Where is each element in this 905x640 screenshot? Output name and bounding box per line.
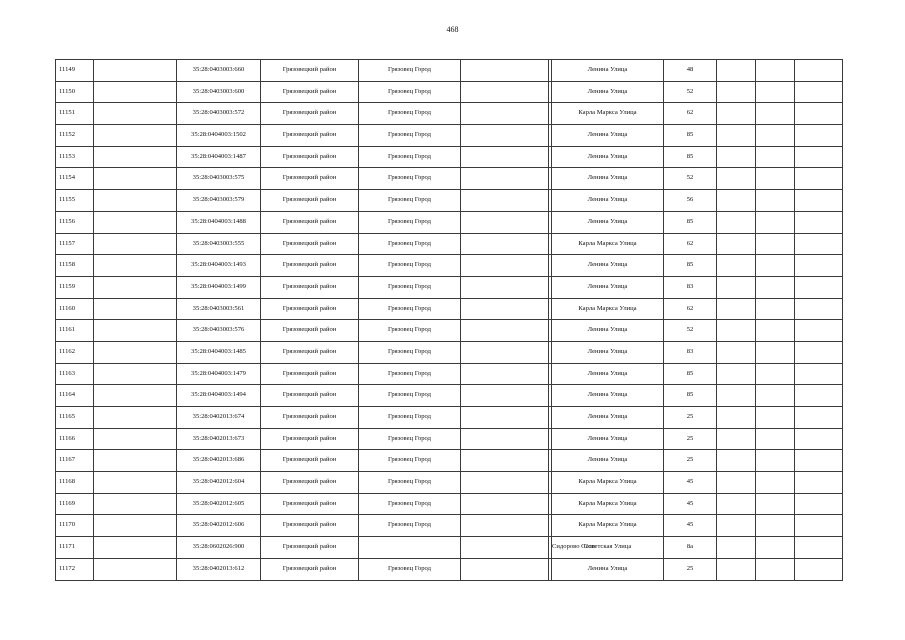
empty-cell — [756, 537, 795, 559]
row-number-cell: 11150 — [56, 81, 94, 103]
empty-cell — [94, 493, 177, 515]
house-number-cell: 25 — [664, 428, 717, 450]
street-cell: Ленина Улица — [552, 558, 664, 580]
empty-cell — [461, 190, 549, 212]
house-number-cell: 83 — [664, 341, 717, 363]
district-cell: Грязовецкий район — [261, 407, 359, 429]
street-cell: Карла Маркса Улица — [552, 472, 664, 494]
empty-cell — [756, 428, 795, 450]
empty-cell — [795, 472, 843, 494]
row-number-cell: 11162 — [56, 341, 94, 363]
empty-cell — [461, 385, 549, 407]
district-cell: Грязовецкий район — [261, 190, 359, 212]
empty-cell — [717, 363, 756, 385]
row-number-cell: 11160 — [56, 298, 94, 320]
cadastral-number-cell: 35:28:0402012:606 — [177, 515, 261, 537]
house-number-cell: 25 — [664, 558, 717, 580]
cadastral-number-cell: 35:28:0404003:1502 — [177, 125, 261, 147]
empty-cell — [795, 103, 843, 125]
empty-cell — [795, 407, 843, 429]
street-cell: Ленина Улица — [552, 341, 664, 363]
house-number-cell: 56 — [664, 190, 717, 212]
house-number-cell: 85 — [664, 363, 717, 385]
city-cell: Грязовец Город — [359, 255, 461, 277]
table-row — [56, 385, 843, 407]
empty-cell — [717, 341, 756, 363]
empty-cell — [717, 428, 756, 450]
cadastral-number-cell: 35:28:0403003:575 — [177, 168, 261, 190]
empty-cell — [717, 60, 756, 82]
cadastral-number-cell: 35:28:0402013:612 — [177, 558, 261, 580]
empty-cell — [795, 428, 843, 450]
registry-body — [56, 60, 843, 581]
table-row — [56, 233, 843, 255]
row-number-cell: 11158 — [56, 255, 94, 277]
city-cell: Грязовец Город — [359, 450, 461, 472]
house-number-cell: 52 — [664, 168, 717, 190]
house-number-cell: 25 — [664, 407, 717, 429]
street-cell: Ленина Улица — [552, 60, 664, 82]
empty-cell — [94, 363, 177, 385]
table-row — [56, 168, 843, 190]
district-cell: Грязовецкий район — [261, 168, 359, 190]
empty-cell — [795, 493, 843, 515]
empty-cell — [461, 493, 549, 515]
cadastral-number-cell: 35:28:0402012:605 — [177, 493, 261, 515]
row-number-cell: 11167 — [56, 450, 94, 472]
empty-cell — [461, 81, 549, 103]
empty-cell — [717, 407, 756, 429]
street-cell: Ленина Улица — [552, 255, 664, 277]
empty-cell — [94, 558, 177, 580]
empty-cell — [756, 146, 795, 168]
cadastral-number-cell: 35:28:0402013:674 — [177, 407, 261, 429]
row-number-cell: 11157 — [56, 233, 94, 255]
city-cell: Грязовец Город — [359, 341, 461, 363]
empty-cell — [461, 125, 549, 147]
district-cell: Грязовецкий район — [261, 320, 359, 342]
empty-cell — [94, 537, 177, 559]
empty-cell — [94, 60, 177, 82]
cadastral-number-cell: 35:28:0402013:673 — [177, 428, 261, 450]
empty-cell — [461, 407, 549, 429]
empty-cell — [756, 363, 795, 385]
district-cell: Грязовецкий район — [261, 537, 359, 559]
row-number-cell: 11164 — [56, 385, 94, 407]
table-row — [56, 190, 843, 212]
empty-cell — [717, 276, 756, 298]
table-row — [56, 341, 843, 363]
table-row — [56, 558, 843, 580]
empty-cell — [94, 255, 177, 277]
row-number-cell: 11163 — [56, 363, 94, 385]
row-number-cell: 11170 — [56, 515, 94, 537]
table-row — [56, 493, 843, 515]
district-cell: Грязовецкий район — [261, 81, 359, 103]
city-cell: Грязовец Город — [359, 60, 461, 82]
district-cell: Грязовецкий район — [261, 385, 359, 407]
street-cell: Карла Маркса Улица — [552, 233, 664, 255]
empty-cell — [461, 472, 549, 494]
empty-cell — [94, 190, 177, 212]
cadastral-number-cell: 35:28:0404003:1499 — [177, 276, 261, 298]
street-cell: Ленина Улица — [552, 363, 664, 385]
registry-table — [55, 59, 843, 581]
empty-cell — [756, 233, 795, 255]
district-cell: Грязовецкий район — [261, 276, 359, 298]
empty-cell — [717, 385, 756, 407]
row-number-cell: 11152 — [56, 125, 94, 147]
table-row — [56, 211, 843, 233]
city-cell: Грязовец Город — [359, 125, 461, 147]
empty-cell — [717, 211, 756, 233]
street-cell: Ленина Улица — [552, 450, 664, 472]
cadastral-number-cell: 35:28:0404003:1494 — [177, 385, 261, 407]
empty-cell — [756, 298, 795, 320]
house-number-cell: 83 — [664, 276, 717, 298]
empty-cell — [461, 211, 549, 233]
city-cell: Грязовец Город — [359, 168, 461, 190]
empty-cell — [717, 537, 756, 559]
empty-cell — [94, 407, 177, 429]
empty-cell — [756, 320, 795, 342]
district-cell: Грязовецкий район — [261, 450, 359, 472]
table-row — [56, 298, 843, 320]
table-row — [56, 103, 843, 125]
city-cell: Грязовец Город — [359, 493, 461, 515]
empty-cell — [756, 276, 795, 298]
city-cell: Грязовец Город — [359, 407, 461, 429]
city-cell: Грязовец Город — [359, 385, 461, 407]
empty-cell — [461, 276, 549, 298]
city-cell: Грязовец Город — [359, 472, 461, 494]
empty-cell — [94, 146, 177, 168]
empty-cell — [94, 385, 177, 407]
table-row — [56, 255, 843, 277]
empty-cell — [461, 428, 549, 450]
empty-cell — [795, 341, 843, 363]
cadastral-number-cell: 35:28:0403003:660 — [177, 60, 261, 82]
cadastral-number-cell: 35:28:0403003:555 — [177, 233, 261, 255]
house-number-cell: 85 — [664, 385, 717, 407]
empty-cell — [461, 558, 549, 580]
empty-cell — [756, 103, 795, 125]
house-number-cell: 45 — [664, 472, 717, 494]
district-cell: Грязовецкий район — [261, 515, 359, 537]
empty-cell — [756, 558, 795, 580]
street-cell: Карла Маркса Улица — [552, 515, 664, 537]
district-cell: Грязовецкий район — [261, 341, 359, 363]
row-number-cell: 11166 — [56, 428, 94, 450]
empty-cell — [756, 190, 795, 212]
empty-cell — [94, 125, 177, 147]
empty-cell — [795, 81, 843, 103]
empty-cell — [795, 168, 843, 190]
city-cell: Грязовец Город — [359, 428, 461, 450]
house-number-cell: 52 — [664, 81, 717, 103]
table-row — [56, 515, 843, 537]
empty-cell — [461, 537, 549, 559]
house-number-cell: 8а — [664, 537, 717, 559]
empty-cell — [717, 190, 756, 212]
empty-cell — [94, 168, 177, 190]
city-cell: Грязовец Город — [359, 320, 461, 342]
city-cell — [359, 537, 461, 559]
district-cell: Грязовецкий район — [261, 125, 359, 147]
street-cell: Ленина Улица — [552, 407, 664, 429]
district-cell: Грязовецкий район — [261, 60, 359, 82]
empty-cell — [795, 385, 843, 407]
empty-cell — [717, 320, 756, 342]
district-cell: Грязовецкий район — [261, 493, 359, 515]
house-number-cell: 62 — [664, 233, 717, 255]
city-cell: Грязовец Город — [359, 298, 461, 320]
cadastral-number-cell: 35:28:0404003:1493 — [177, 255, 261, 277]
row-number-cell: 11153 — [56, 146, 94, 168]
street-cell: Ленина Улица — [552, 168, 664, 190]
district-cell: Грязовецкий район — [261, 298, 359, 320]
empty-cell — [756, 211, 795, 233]
empty-cell — [756, 81, 795, 103]
cadastral-number-cell: 35:28:0403003:600 — [177, 81, 261, 103]
empty-cell — [756, 385, 795, 407]
city-cell: Грязовец Город — [359, 211, 461, 233]
empty-cell — [461, 146, 549, 168]
house-number-cell: 52 — [664, 320, 717, 342]
city-cell: Грязовец Город — [359, 146, 461, 168]
empty-cell — [461, 298, 549, 320]
empty-cell — [795, 255, 843, 277]
cadastral-number-cell: 35:28:0403003:561 — [177, 298, 261, 320]
empty-cell — [94, 276, 177, 298]
settlement-cell: Сидорово Село — [549, 537, 552, 559]
district-cell: Грязовецкий район — [261, 211, 359, 233]
empty-cell — [94, 472, 177, 494]
city-cell: Грязовец Город — [359, 233, 461, 255]
row-number-cell: 11169 — [56, 493, 94, 515]
empty-cell — [94, 341, 177, 363]
row-number-cell: 11156 — [56, 211, 94, 233]
table-row — [56, 537, 843, 559]
house-number-cell: 48 — [664, 60, 717, 82]
empty-cell — [795, 450, 843, 472]
empty-cell — [717, 81, 756, 103]
house-number-cell: 25 — [664, 450, 717, 472]
empty-cell — [795, 515, 843, 537]
empty-cell — [756, 60, 795, 82]
cadastral-number-cell: 35:28:0403003:579 — [177, 190, 261, 212]
table-row — [56, 407, 843, 429]
empty-cell — [756, 125, 795, 147]
row-number-cell: 11172 — [56, 558, 94, 580]
empty-cell — [795, 60, 843, 82]
empty-cell — [717, 233, 756, 255]
table-row — [56, 320, 843, 342]
empty-cell — [94, 298, 177, 320]
empty-cell — [94, 428, 177, 450]
district-cell: Грязовецкий район — [261, 233, 359, 255]
empty-cell — [756, 341, 795, 363]
cadastral-number-cell: 35:28:0402012:604 — [177, 472, 261, 494]
empty-cell — [756, 493, 795, 515]
row-number-cell: 11154 — [56, 168, 94, 190]
district-cell: Грязовецкий район — [261, 103, 359, 125]
empty-cell — [461, 363, 549, 385]
empty-cell — [461, 255, 549, 277]
empty-cell — [94, 320, 177, 342]
street-cell: Ленина Улица — [552, 385, 664, 407]
empty-cell — [461, 103, 549, 125]
street-cell: Ленина Улица — [552, 190, 664, 212]
empty-cell — [94, 233, 177, 255]
empty-cell — [717, 146, 756, 168]
empty-cell — [756, 255, 795, 277]
cadastral-number-cell: 35:28:0404003:1485 — [177, 341, 261, 363]
table-row — [56, 472, 843, 494]
empty-cell — [94, 211, 177, 233]
district-cell: Грязовецкий район — [261, 472, 359, 494]
table-row — [56, 363, 843, 385]
row-number-cell: 11159 — [56, 276, 94, 298]
city-cell: Грязовец Город — [359, 515, 461, 537]
house-number-cell: 85 — [664, 211, 717, 233]
table-row — [56, 276, 843, 298]
empty-cell — [461, 320, 549, 342]
empty-cell — [717, 298, 756, 320]
empty-cell — [795, 211, 843, 233]
empty-cell — [717, 472, 756, 494]
street-cell: Ленина Улица — [552, 428, 664, 450]
city-cell: Грязовец Город — [359, 190, 461, 212]
house-number-cell: 85 — [664, 125, 717, 147]
empty-cell — [795, 298, 843, 320]
empty-cell — [795, 537, 843, 559]
empty-cell — [795, 125, 843, 147]
empty-cell — [795, 146, 843, 168]
empty-cell — [717, 125, 756, 147]
empty-cell — [717, 515, 756, 537]
row-number-cell: 11168 — [56, 472, 94, 494]
street-cell: Ленина Улица — [552, 81, 664, 103]
house-number-cell: 62 — [664, 298, 717, 320]
empty-cell — [756, 472, 795, 494]
empty-cell — [461, 233, 549, 255]
street-cell: Карла Маркса Улица — [552, 493, 664, 515]
city-cell: Грязовец Город — [359, 81, 461, 103]
street-cell: Карла Маркса Улица — [552, 298, 664, 320]
street-cell: Карла Маркса Улица — [552, 103, 664, 125]
empty-cell — [717, 493, 756, 515]
house-number-cell: 85 — [664, 146, 717, 168]
house-number-cell: 45 — [664, 493, 717, 515]
cadastral-number-cell: 35:28:0404003:1487 — [177, 146, 261, 168]
district-cell: Грязовецкий район — [261, 363, 359, 385]
table-row — [56, 146, 843, 168]
empty-cell — [756, 168, 795, 190]
row-number-cell: 11165 — [56, 407, 94, 429]
house-number-cell: 45 — [664, 515, 717, 537]
row-number-cell: 11155 — [56, 190, 94, 212]
city-cell: Грязовец Город — [359, 558, 461, 580]
district-cell: Грязовецкий район — [261, 428, 359, 450]
street-cell: Ленина Улица — [552, 276, 664, 298]
empty-cell — [795, 558, 843, 580]
table-row — [56, 125, 843, 147]
empty-cell — [795, 233, 843, 255]
empty-cell — [461, 168, 549, 190]
empty-cell — [717, 558, 756, 580]
row-number-cell: 11149 — [56, 60, 94, 82]
street-cell: Ленина Улица — [552, 211, 664, 233]
empty-cell — [461, 341, 549, 363]
cadastral-number-cell: 35:28:0403003:576 — [177, 320, 261, 342]
district-cell: Грязовецкий район — [261, 255, 359, 277]
street-cell: Советская Улица — [552, 537, 664, 559]
row-number-cell: 11151 — [56, 103, 94, 125]
city-cell: Грязовец Город — [359, 103, 461, 125]
street-cell: Ленина Улица — [552, 146, 664, 168]
empty-cell — [756, 515, 795, 537]
empty-cell — [795, 190, 843, 212]
table-row — [56, 428, 843, 450]
district-cell: Грязовецкий район — [261, 558, 359, 580]
empty-cell — [94, 450, 177, 472]
house-number-cell: 62 — [664, 103, 717, 125]
table-row — [56, 60, 843, 82]
empty-cell — [795, 363, 843, 385]
empty-cell — [795, 276, 843, 298]
cadastral-number-cell: 35:28:0402013:686 — [177, 450, 261, 472]
empty-cell — [461, 515, 549, 537]
cadastral-number-cell: 35:28:0404003:1479 — [177, 363, 261, 385]
empty-cell — [461, 60, 549, 82]
empty-cell — [717, 450, 756, 472]
cadastral-number-cell: 35:28:0602026:900 — [177, 537, 261, 559]
city-cell: Грязовец Город — [359, 276, 461, 298]
row-number-cell: 11171 — [56, 537, 94, 559]
empty-cell — [94, 81, 177, 103]
cadastral-number-cell: 35:28:0403003:572 — [177, 103, 261, 125]
table-row — [56, 450, 843, 472]
empty-cell — [717, 103, 756, 125]
empty-cell — [717, 168, 756, 190]
empty-cell — [94, 103, 177, 125]
cadastral-number-cell: 35:28:0404003:1488 — [177, 211, 261, 233]
empty-cell — [756, 407, 795, 429]
house-number-cell: 85 — [664, 255, 717, 277]
city-cell: Грязовец Город — [359, 363, 461, 385]
empty-cell — [94, 515, 177, 537]
district-cell: Грязовецкий район — [261, 146, 359, 168]
empty-cell — [461, 450, 549, 472]
empty-cell — [795, 320, 843, 342]
page-number: 468 — [446, 25, 459, 34]
empty-cell — [756, 450, 795, 472]
street-cell: Ленина Улица — [552, 125, 664, 147]
street-cell: Ленина Улица — [552, 320, 664, 342]
row-number-cell: 11161 — [56, 320, 94, 342]
empty-cell — [717, 255, 756, 277]
table-row — [56, 81, 843, 103]
